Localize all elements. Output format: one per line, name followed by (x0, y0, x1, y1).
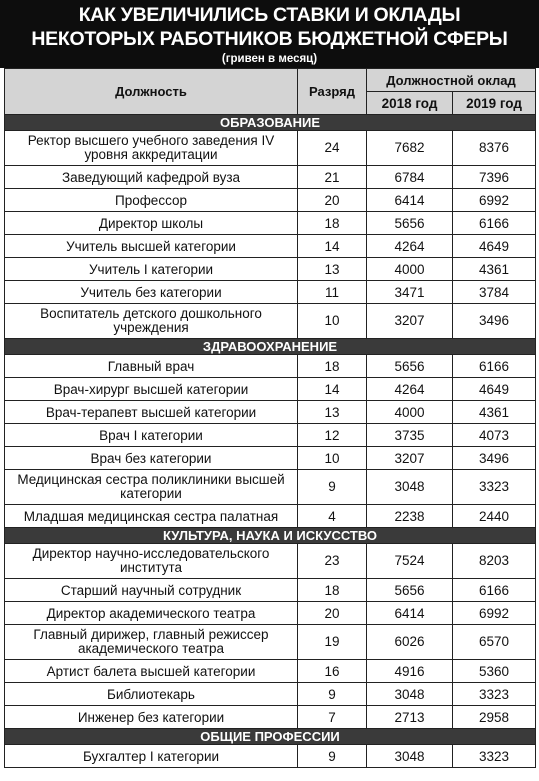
salary-2018-cell: 3048 (367, 470, 453, 505)
position-cell: Медицинская сестра поликлиники высшей категории (5, 470, 298, 505)
table-row (5, 281, 536, 304)
grade-cell: 19 (298, 625, 367, 660)
position-cell: Учитель без категории (5, 281, 298, 304)
title-line-2: НЕКОТОРЫХ РАБОТНИКОВ БЮДЖЕТНОЙ СФЕРЫ (31, 28, 508, 50)
salary-2019-cell: 3496 (453, 304, 536, 339)
salary-2019-cell: 3323 (453, 470, 536, 505)
grade-cell: 9 (298, 745, 367, 768)
position-cell: Младшая медицинская сестра палатная (5, 505, 298, 528)
salary-2019-cell: 4649 (453, 235, 536, 258)
section-title: ОБЩИЕ ПРОФЕССИИ (5, 729, 536, 745)
salary-2018-cell: 4000 (367, 258, 453, 281)
page-subtitle: (гривен в месяц) (0, 52, 539, 68)
grade-cell: 13 (298, 401, 367, 424)
position-cell: Учитель I категории (5, 258, 298, 281)
salary-2018-cell: 6784 (367, 166, 453, 189)
table-row (5, 505, 536, 528)
grade-cell: 10 (298, 447, 367, 470)
table-row (5, 579, 536, 602)
position-cell: Директор школы (5, 212, 298, 235)
grade-cell: 12 (298, 424, 367, 447)
table-row (5, 544, 536, 579)
column-header-2018: 2018 год (367, 92, 453, 115)
grade-cell: 18 (298, 355, 367, 378)
grade-cell: 20 (298, 189, 367, 212)
salary-2019-cell: 3784 (453, 281, 536, 304)
table-row (5, 660, 536, 683)
salary-2019-cell: 6166 (453, 355, 536, 378)
salary-2018-cell: 6414 (367, 602, 453, 625)
salary-2019-cell: 2440 (453, 505, 536, 528)
grade-cell: 9 (298, 683, 367, 706)
section-title: ОБРАЗОВАНИЕ (5, 115, 536, 131)
salary-2018-cell: 6026 (367, 625, 453, 660)
table-row (5, 745, 536, 768)
table-row (5, 447, 536, 470)
table-row (5, 683, 536, 706)
table-row (5, 625, 536, 660)
salary-2018-cell: 5656 (367, 579, 453, 602)
grade-cell: 18 (298, 212, 367, 235)
column-header-salary: Должностной оклад (367, 69, 536, 92)
position-cell: Врач-терапевт высшей категории (5, 401, 298, 424)
grade-cell: 23 (298, 544, 367, 579)
section-header (5, 339, 536, 355)
table-row (5, 470, 536, 505)
section-title: ЗДРАВООХРАНЕНИЕ (5, 339, 536, 355)
salary-2019-cell: 8203 (453, 544, 536, 579)
salary-2019-cell: 2958 (453, 706, 536, 729)
salary-2018-cell: 3048 (367, 745, 453, 768)
position-cell: Директор академического театра (5, 602, 298, 625)
position-cell: Воспитатель детского дошкольного учреждения (5, 304, 298, 339)
salary-2018-cell: 4264 (367, 378, 453, 401)
grade-cell: 18 (298, 579, 367, 602)
table-row (5, 355, 536, 378)
salary-2018-cell: 2713 (367, 706, 453, 729)
column-header-2019: 2019 год (453, 92, 536, 115)
position-cell: Инженер без категории (5, 706, 298, 729)
salary-2018-cell: 3207 (367, 304, 453, 339)
grade-cell: 14 (298, 235, 367, 258)
position-cell: Заведующий кафедрой вуза (5, 166, 298, 189)
position-cell: Бухгалтер I категории (5, 745, 298, 768)
salary-2019-cell: 6992 (453, 189, 536, 212)
salary-2018-cell: 3048 (367, 683, 453, 706)
salary-2019-cell: 6166 (453, 579, 536, 602)
grade-cell: 11 (298, 281, 367, 304)
salary-2018-cell: 3471 (367, 281, 453, 304)
grade-cell: 24 (298, 131, 367, 166)
salary-2018-cell: 3207 (367, 447, 453, 470)
grade-cell: 10 (298, 304, 367, 339)
position-cell: Старший научный сотрудник (5, 579, 298, 602)
table-row (5, 212, 536, 235)
salary-2019-cell: 3323 (453, 745, 536, 768)
section-header (5, 528, 536, 544)
position-cell: Врач без категории (5, 447, 298, 470)
salary-2019-cell: 4361 (453, 258, 536, 281)
salary-2019-cell: 4649 (453, 378, 536, 401)
salary-2019-cell: 4073 (453, 424, 536, 447)
salary-2018-cell: 4916 (367, 660, 453, 683)
salary-2019-cell: 5360 (453, 660, 536, 683)
grade-cell: 9 (298, 470, 367, 505)
table-row (5, 602, 536, 625)
position-cell: Профессор (5, 189, 298, 212)
page-title (0, 0, 539, 52)
position-cell: Учитель высшей категории (5, 235, 298, 258)
position-cell: Врач I категории (5, 424, 298, 447)
table-row (5, 378, 536, 401)
grade-cell: 20 (298, 602, 367, 625)
salary-2019-cell: 6570 (453, 625, 536, 660)
position-cell: Главный врач (5, 355, 298, 378)
grade-cell: 21 (298, 166, 367, 189)
table-row (5, 235, 536, 258)
salary-2019-cell: 8376 (453, 131, 536, 166)
title-line-1: КАК УВЕЛИЧИЛИСЬ СТАВКИ И ОКЛАДЫ (78, 4, 461, 26)
salary-2019-cell: 4361 (453, 401, 536, 424)
salary-2018-cell: 3735 (367, 424, 453, 447)
salary-2019-cell: 7396 (453, 166, 536, 189)
salary-2018-cell: 6414 (367, 189, 453, 212)
table-row (5, 189, 536, 212)
salary-2018-cell: 4000 (367, 401, 453, 424)
salary-2018-cell: 2238 (367, 505, 453, 528)
salary-2019-cell: 3323 (453, 683, 536, 706)
table-row (5, 166, 536, 189)
grade-cell: 13 (298, 258, 367, 281)
position-cell: Библиотекарь (5, 683, 298, 706)
position-cell: Артист балета высшей категории (5, 660, 298, 683)
table-row (5, 424, 536, 447)
position-cell: Главный дирижер, главный режиссер академического театра (5, 625, 298, 660)
position-cell: Директор научно-исследовательского института (5, 544, 298, 579)
salary-2018-cell: 7682 (367, 131, 453, 166)
section-header (5, 115, 536, 131)
section-header (5, 729, 536, 745)
table-row (5, 258, 536, 281)
position-cell: Врач-хирург высшей категории (5, 378, 298, 401)
grade-cell: 16 (298, 660, 367, 683)
salary-table (4, 68, 536, 768)
salary-2018-cell: 5656 (367, 212, 453, 235)
position-cell: Ректор высшего учебного заведения IV уровня аккредитации (5, 131, 298, 166)
salary-2019-cell: 6992 (453, 602, 536, 625)
grade-cell: 14 (298, 378, 367, 401)
grade-cell: 4 (298, 505, 367, 528)
table-row (5, 131, 536, 166)
column-header-position: Должность (5, 69, 298, 115)
salary-2018-cell: 4264 (367, 235, 453, 258)
section-title: КУЛЬТУРА, НАУКА И ИСКУССТВО (5, 528, 536, 544)
table-row (5, 401, 536, 424)
column-header-grade: Разряд (298, 69, 367, 115)
salary-2019-cell: 6166 (453, 212, 536, 235)
salary-2019-cell: 3496 (453, 447, 536, 470)
table-row (5, 304, 536, 339)
grade-cell: 7 (298, 706, 367, 729)
table-row (5, 706, 536, 729)
salary-2018-cell: 5656 (367, 355, 453, 378)
salary-2018-cell: 7524 (367, 544, 453, 579)
